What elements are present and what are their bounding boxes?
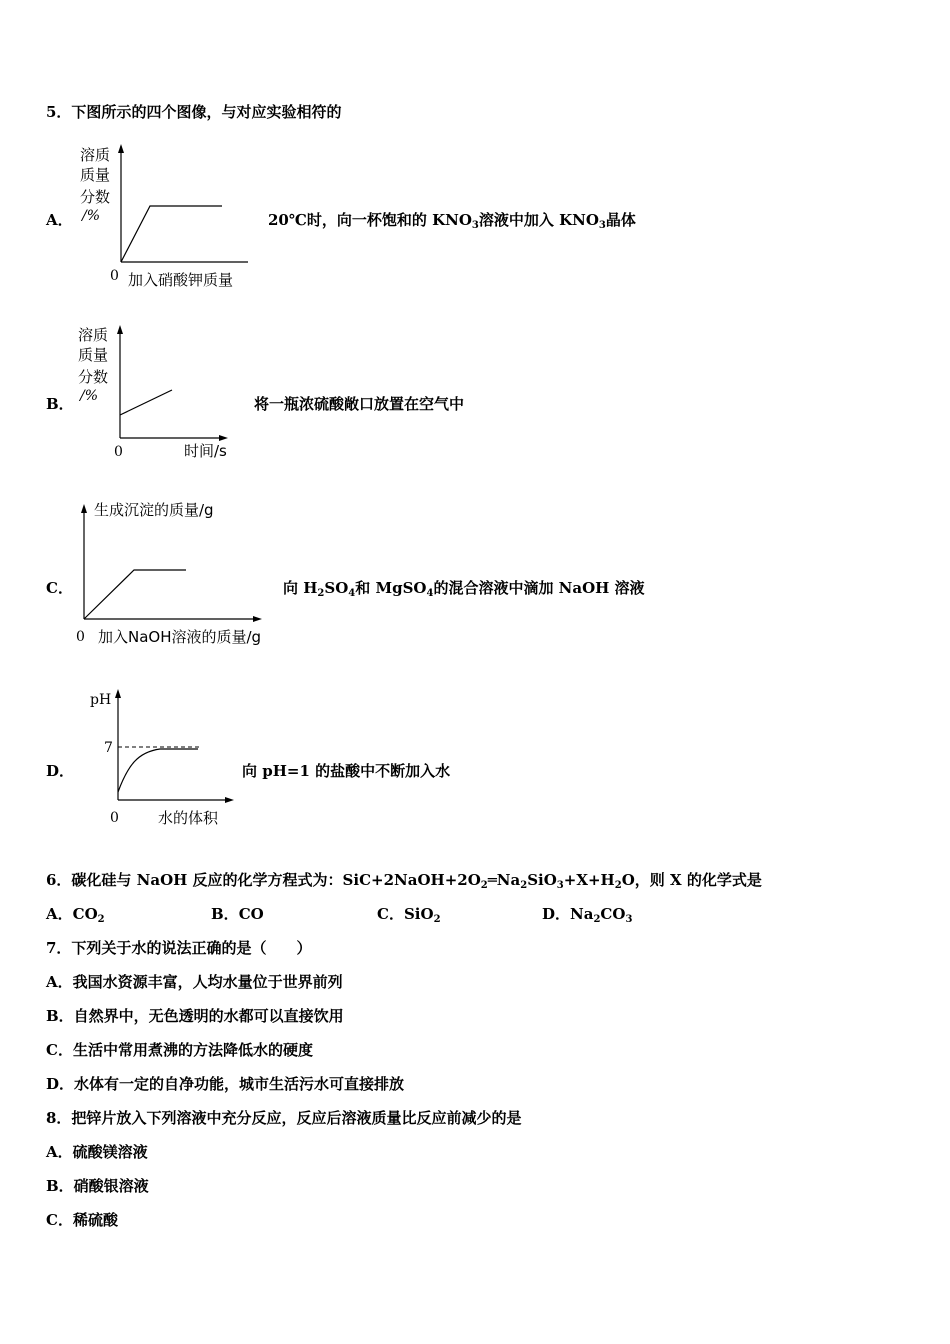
q5-d-y-arrow [115, 689, 121, 698]
q8-option-a: A．硫酸镁溶液 [46, 1143, 148, 1161]
q5-c-ylabel: 生成沉淀的质量/g [94, 501, 214, 519]
q6-stem: 6．碳化硅与 NaOH 反应的化学方程式为：$SiC+2NaOH+2O_2═Na_2SiO_3+X+H_2O$，则 X 的化学式是 [46, 871, 762, 891]
q5-option-c-label: C． [46, 579, 73, 597]
q5-a-xlabel: 加入硝酸钾质量 [128, 271, 234, 289]
q6-option-a: A．$CO_2$ [46, 905, 105, 925]
q7-stem: 7．下列关于水的说法正确的是（ ） [46, 939, 312, 957]
q5-b-x-arrow [219, 435, 228, 441]
q7-option-c: C．生活中常用煮沸的方法降低水的硬度 [46, 1041, 313, 1059]
q5-b-ylabel-2: 质量 [78, 346, 109, 364]
q5-c-graph [70, 495, 290, 655]
q5-d-tick-7: 7 [104, 740, 113, 756]
q5-d-origin: 0 [110, 810, 119, 826]
q5-a-graph [70, 140, 270, 300]
q5-d-graph [80, 680, 250, 830]
q5-b-description: 将一瓶浓硫酸敞口放置在空气中 [254, 395, 465, 413]
q5-option-b-label: B． [46, 395, 74, 413]
q5-option-d-label: D． [46, 762, 75, 780]
q5-c-x-arrow [253, 616, 262, 622]
q5-b-ylabel-1: 溶质 [78, 326, 109, 344]
q5-a-ylabel-1: 溶质 [80, 146, 111, 164]
q5-c-y-arrow [81, 504, 87, 513]
q5-b-ylabel-4: /% [80, 388, 99, 404]
q6-option-c: C．SiO$_2$ [377, 905, 441, 925]
q5-c-origin: 0 [76, 629, 85, 645]
q5-a-curve [121, 206, 222, 262]
q5-stem: 5．下图所示的四个图像，与对应实验相符的 [46, 103, 342, 121]
q7-option-d: D．水体有一定的自净功能，城市生活污水可直接排放 [46, 1075, 405, 1093]
q5-b-curve [120, 390, 172, 415]
q5-b-y-arrow [117, 325, 123, 334]
q5-c-description: 向 $H_2SO_4$和 MgSO$_4$的混合溶液中滴加 NaOH 溶液 [283, 579, 645, 599]
q7-option-a: A．我国水资源丰富，人均水量位于世界前列 [46, 973, 343, 991]
q5-a-ylabel-2: 质量 [80, 166, 111, 184]
q5-a-y-arrow [118, 144, 124, 153]
q5-a-ylabel-4: /% [82, 208, 101, 224]
q5-d-description: 向 pH=1 的盐酸中不断加入水 [242, 762, 451, 780]
q5-a-origin: 0 [110, 268, 119, 284]
q8-stem: 8．把锌片放入下列溶液中充分反应，反应后溶液质量比反应前减少的是 [46, 1109, 522, 1127]
q5-d-ylabel: pH [90, 692, 112, 708]
q5-d-x-arrow [225, 797, 234, 803]
q5-b-ylabel-3: 分数 [78, 368, 109, 386]
q6-option-d: D．$Na_2CO_3$ [542, 905, 633, 925]
q5-option-a-label: A． [46, 211, 73, 229]
q5-c-curve [84, 570, 186, 619]
q7-option-b: B．自然界中，无色透明的水都可以直接饮用 [46, 1007, 344, 1025]
q5-a-ylabel-3: 分数 [80, 188, 111, 206]
q5-c-xlabel: 加入NaOH溶液的质量/g [98, 628, 262, 646]
q5-b-origin: 0 [114, 444, 123, 460]
q5-b-graph [70, 320, 270, 465]
q8-option-b: B．硝酸银溶液 [46, 1177, 149, 1195]
q8-option-c: C．稀硫酸 [46, 1211, 118, 1229]
q6-option-b: B．CO [211, 905, 264, 923]
q5-b-xlabel: 时间/s [184, 442, 227, 460]
q5-d-xlabel: 水的体积 [158, 809, 219, 827]
q5-a-description: 20℃时，向一杯饱和的 $KNO_3$溶液中加入 $KNO_3$晶体 [268, 211, 636, 231]
q5-d-curve [118, 749, 198, 792]
